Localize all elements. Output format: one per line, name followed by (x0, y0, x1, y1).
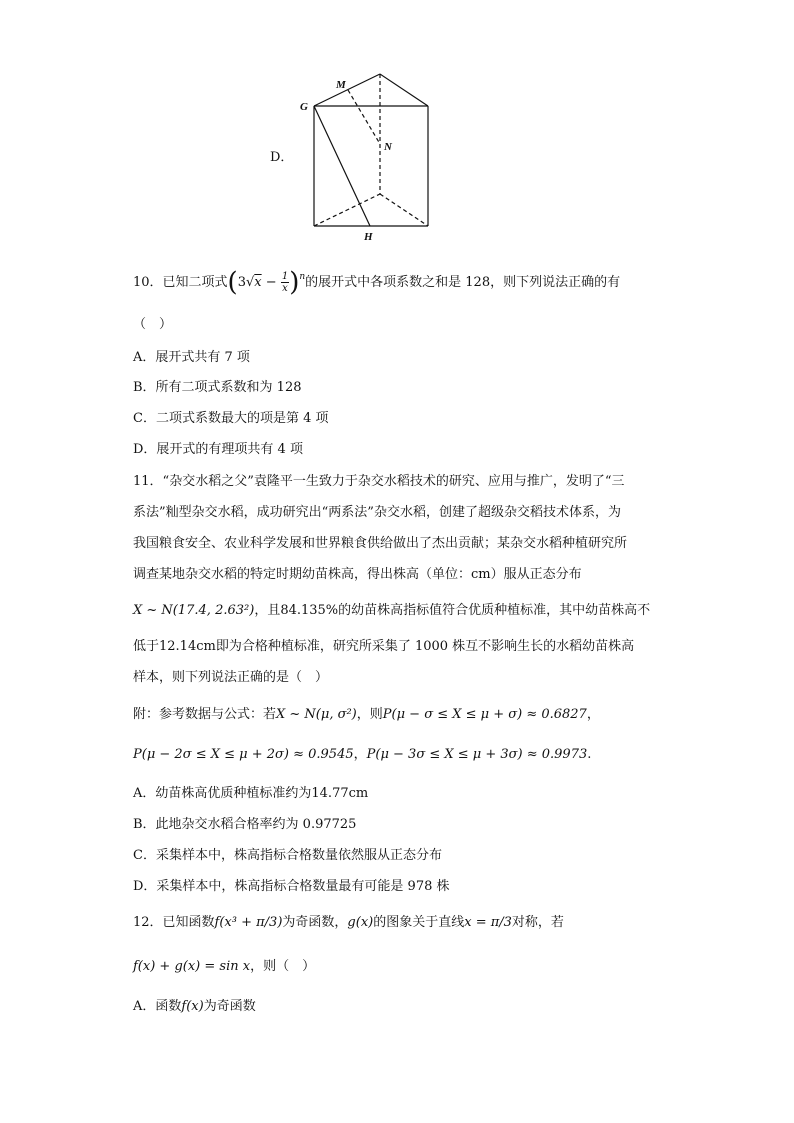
q10-blank: （ ） (133, 317, 173, 332)
q12-option-a (133, 998, 256, 1016)
q11-ref-end: . (587, 747, 592, 762)
q11-distribution-formula: X ~ N(17.4, 2.63²) (133, 603, 255, 618)
segment-gh (314, 106, 370, 226)
q11-ref-formula-4: P(μ − 3σ ≤ X ≤ μ + 3σ) ≈ 0.9973 (366, 747, 588, 762)
q12-equation-suffix: ，则（ ） (250, 959, 316, 974)
q11-ref-separator-2: ， (353, 747, 367, 762)
triangular-prism-figure (268, 66, 438, 242)
q10-stem-prefix: 10．已知二项式 (133, 275, 228, 290)
q12-stem-prefix: 12．已知函数 (133, 915, 215, 930)
q12-symmetry-line: x = π/3 (464, 915, 512, 930)
q11-reference-line-2 (133, 746, 591, 764)
edge-bottom-right-hidden (380, 194, 428, 226)
q11-line-4: 调查某地杂交水稻的特定时期幼苗株高，得出株高（单位：cm）服从正态分布 (133, 567, 582, 582)
q12-equation: f(x) + g(x) = sin x (133, 959, 251, 974)
q10-exponent: n (299, 272, 306, 282)
q11-line-6: 低于12.14cm即为合格种植标准，研究所采集了 1000 株互不影响生长的水稻幼苗株高 (133, 639, 635, 654)
q12-option-a-math: f(x) (181, 999, 204, 1014)
edge-top-back-right (380, 74, 428, 106)
q12-f-expression: f(x³ + π/3) (214, 915, 283, 930)
q11-line-5 (133, 602, 650, 620)
figure-option-label: D． (270, 150, 294, 165)
point-n-label: N (384, 141, 392, 153)
q10-stem-suffix: 的展开式中各项系数之和是 128，则下列说法正确的有 (305, 275, 621, 290)
q10-stem: 10．已知二项式(3√x − $\frac{1}{x}$ )$^n$的展开式中各项系数之和是 128，则下列说法正确的有 (133, 267, 621, 298)
q12-option-a-suffix: 为奇函数 (203, 999, 256, 1014)
point-g-label: G (300, 101, 308, 113)
q11-option-c: C．采集样本中，株高指标合格数量依然服从正态分布 (133, 848, 442, 863)
q12-f-mid: 为奇函数， (282, 915, 348, 930)
q10-option-a: A．展开式共有 7 项 (133, 350, 250, 365)
q12-after: 对称，若 (511, 915, 564, 930)
q10-option-d: D．展开式的有理项共有 4 项 (133, 442, 303, 457)
q12-stem-line-1 (133, 914, 564, 932)
edge-top-back-left (314, 74, 380, 106)
q10-option-c: C．二项式系数最大的项是第 4 项 (133, 411, 329, 426)
q10-option-b: B．所有二项式系数和为 128 (133, 380, 302, 395)
q12-option-a-prefix: A．函数 (133, 999, 182, 1014)
point-m-label: M (336, 79, 346, 91)
q11-line-2: 系法”籼型杂交水稻，成功研究出“两系法”杂交水稻，创建了超级杂交稻技术体系，为 (133, 505, 621, 520)
q11-option-d: D．采集样本中，株高指标合格数量最有可能是 978 株 (133, 879, 450, 894)
q12-g-text: 的图象关于直线 (373, 915, 465, 930)
q11-ref-mid: ，则 (356, 707, 383, 722)
segment-mn-hidden (348, 90, 380, 144)
q11-reference-line-1 (133, 706, 600, 724)
q11-line-3: 我国粮食安全、农业科学发展和世界粮食供给做出了杰出贡献；某杂交水稻种植研究所 (133, 536, 628, 551)
q11-ref-prefix: 附：参考数据与公式：若 (133, 707, 277, 722)
q12-stem-line-2 (133, 958, 315, 976)
q11-line-5-text: ，且84.135%的幼苗株高指标值符合优质种植标准，其中幼苗株高不 (254, 603, 651, 618)
q11-option-a: A．幼苗株高优质种植标准约为14.77cm (133, 786, 369, 801)
q11-option-b: B．此地杂交水稻合格率约为 0.97725 (133, 817, 357, 832)
q11-line-1: 11．“杂交水稻之父”袁隆平一生致力于杂交水稻技术的研究、应用与推广，发明了“三 (133, 474, 625, 489)
point-h-label: H (364, 231, 373, 242)
q12-g-expression: g(x) (347, 915, 374, 930)
q11-ref-formula-1: X ~ N(μ, σ²) (276, 707, 357, 722)
edge-bottom-left-hidden (314, 194, 380, 226)
q11-ref-formula-3: P(μ − 2σ ≤ X ≤ μ + 2σ) ≈ 0.9545 (133, 747, 354, 762)
q10-expression: 3√x − $\frac{1}{x}$ (237, 271, 289, 294)
q11-ref-formula-2: P(μ − σ ≤ X ≤ μ + σ) ≈ 0.6827 (382, 707, 587, 722)
q11-ref-separator: ， (586, 707, 600, 722)
q11-line-7: 样本，则下列说法正确的是（ ） (133, 670, 329, 685)
